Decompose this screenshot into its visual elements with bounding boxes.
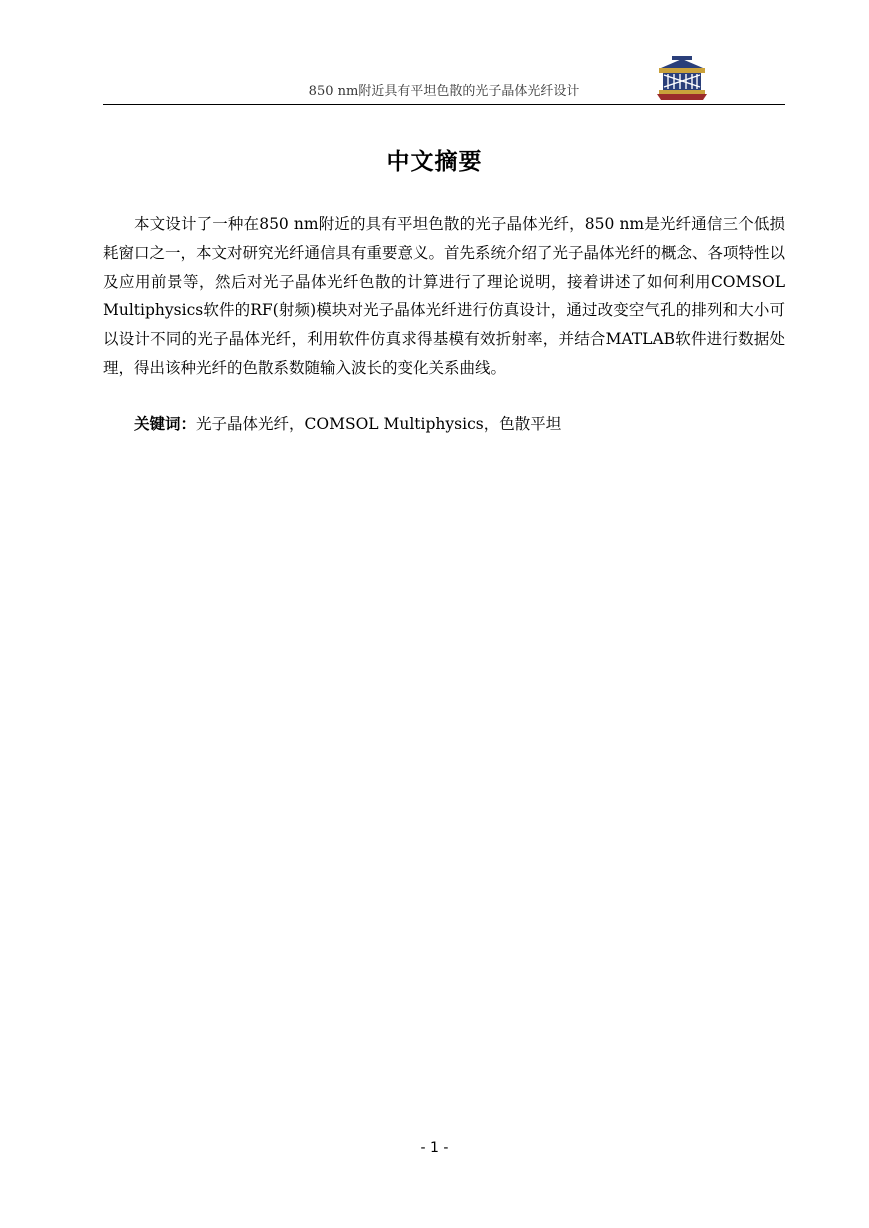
university-logo-icon <box>655 54 709 102</box>
keywords-line <box>103 410 785 439</box>
header-divider <box>103 104 785 105</box>
abstract-body <box>103 210 785 383</box>
page-number: - 1 - <box>420 1140 449 1156</box>
page-title: 中文摘要 <box>386 149 483 175</box>
keywords-label: 关键词： <box>134 415 197 433</box>
abstract-paragraph: 本文设计了一种在850 nm附近的具有平坦色散的光子晶体光纤，850 nm是光纤通信三个低损耗窗口之一，本文对研究光纤通信具有重要意义。首先系统介绍了光子晶体光纤的概念、各项特性以及应用前景等，然后对光子晶体光纤色散的计算进行了理论说明，接着讲述了如何利用COMSOL Multiphysics软件的RF(射频)模块对光子晶体光纤进行仿真设计，通过改变空气孔的排列和大小可以设计不同的光子晶体光纤，利用软件仿真求得基模有效折射率，并结合MATLAB软件进行数据处理，得出该种光纤的色散系数随输入波长的变化关系曲线。 <box>103 215 786 377</box>
keywords-value: 光子晶体光纤，COMSOL Multiphysics，色散平坦 <box>196 415 562 433</box>
university-seal-icon <box>655 54 709 102</box>
header-title: 850 nm附近具有平坦色散的光子晶体光纤设计 <box>308 84 580 99</box>
